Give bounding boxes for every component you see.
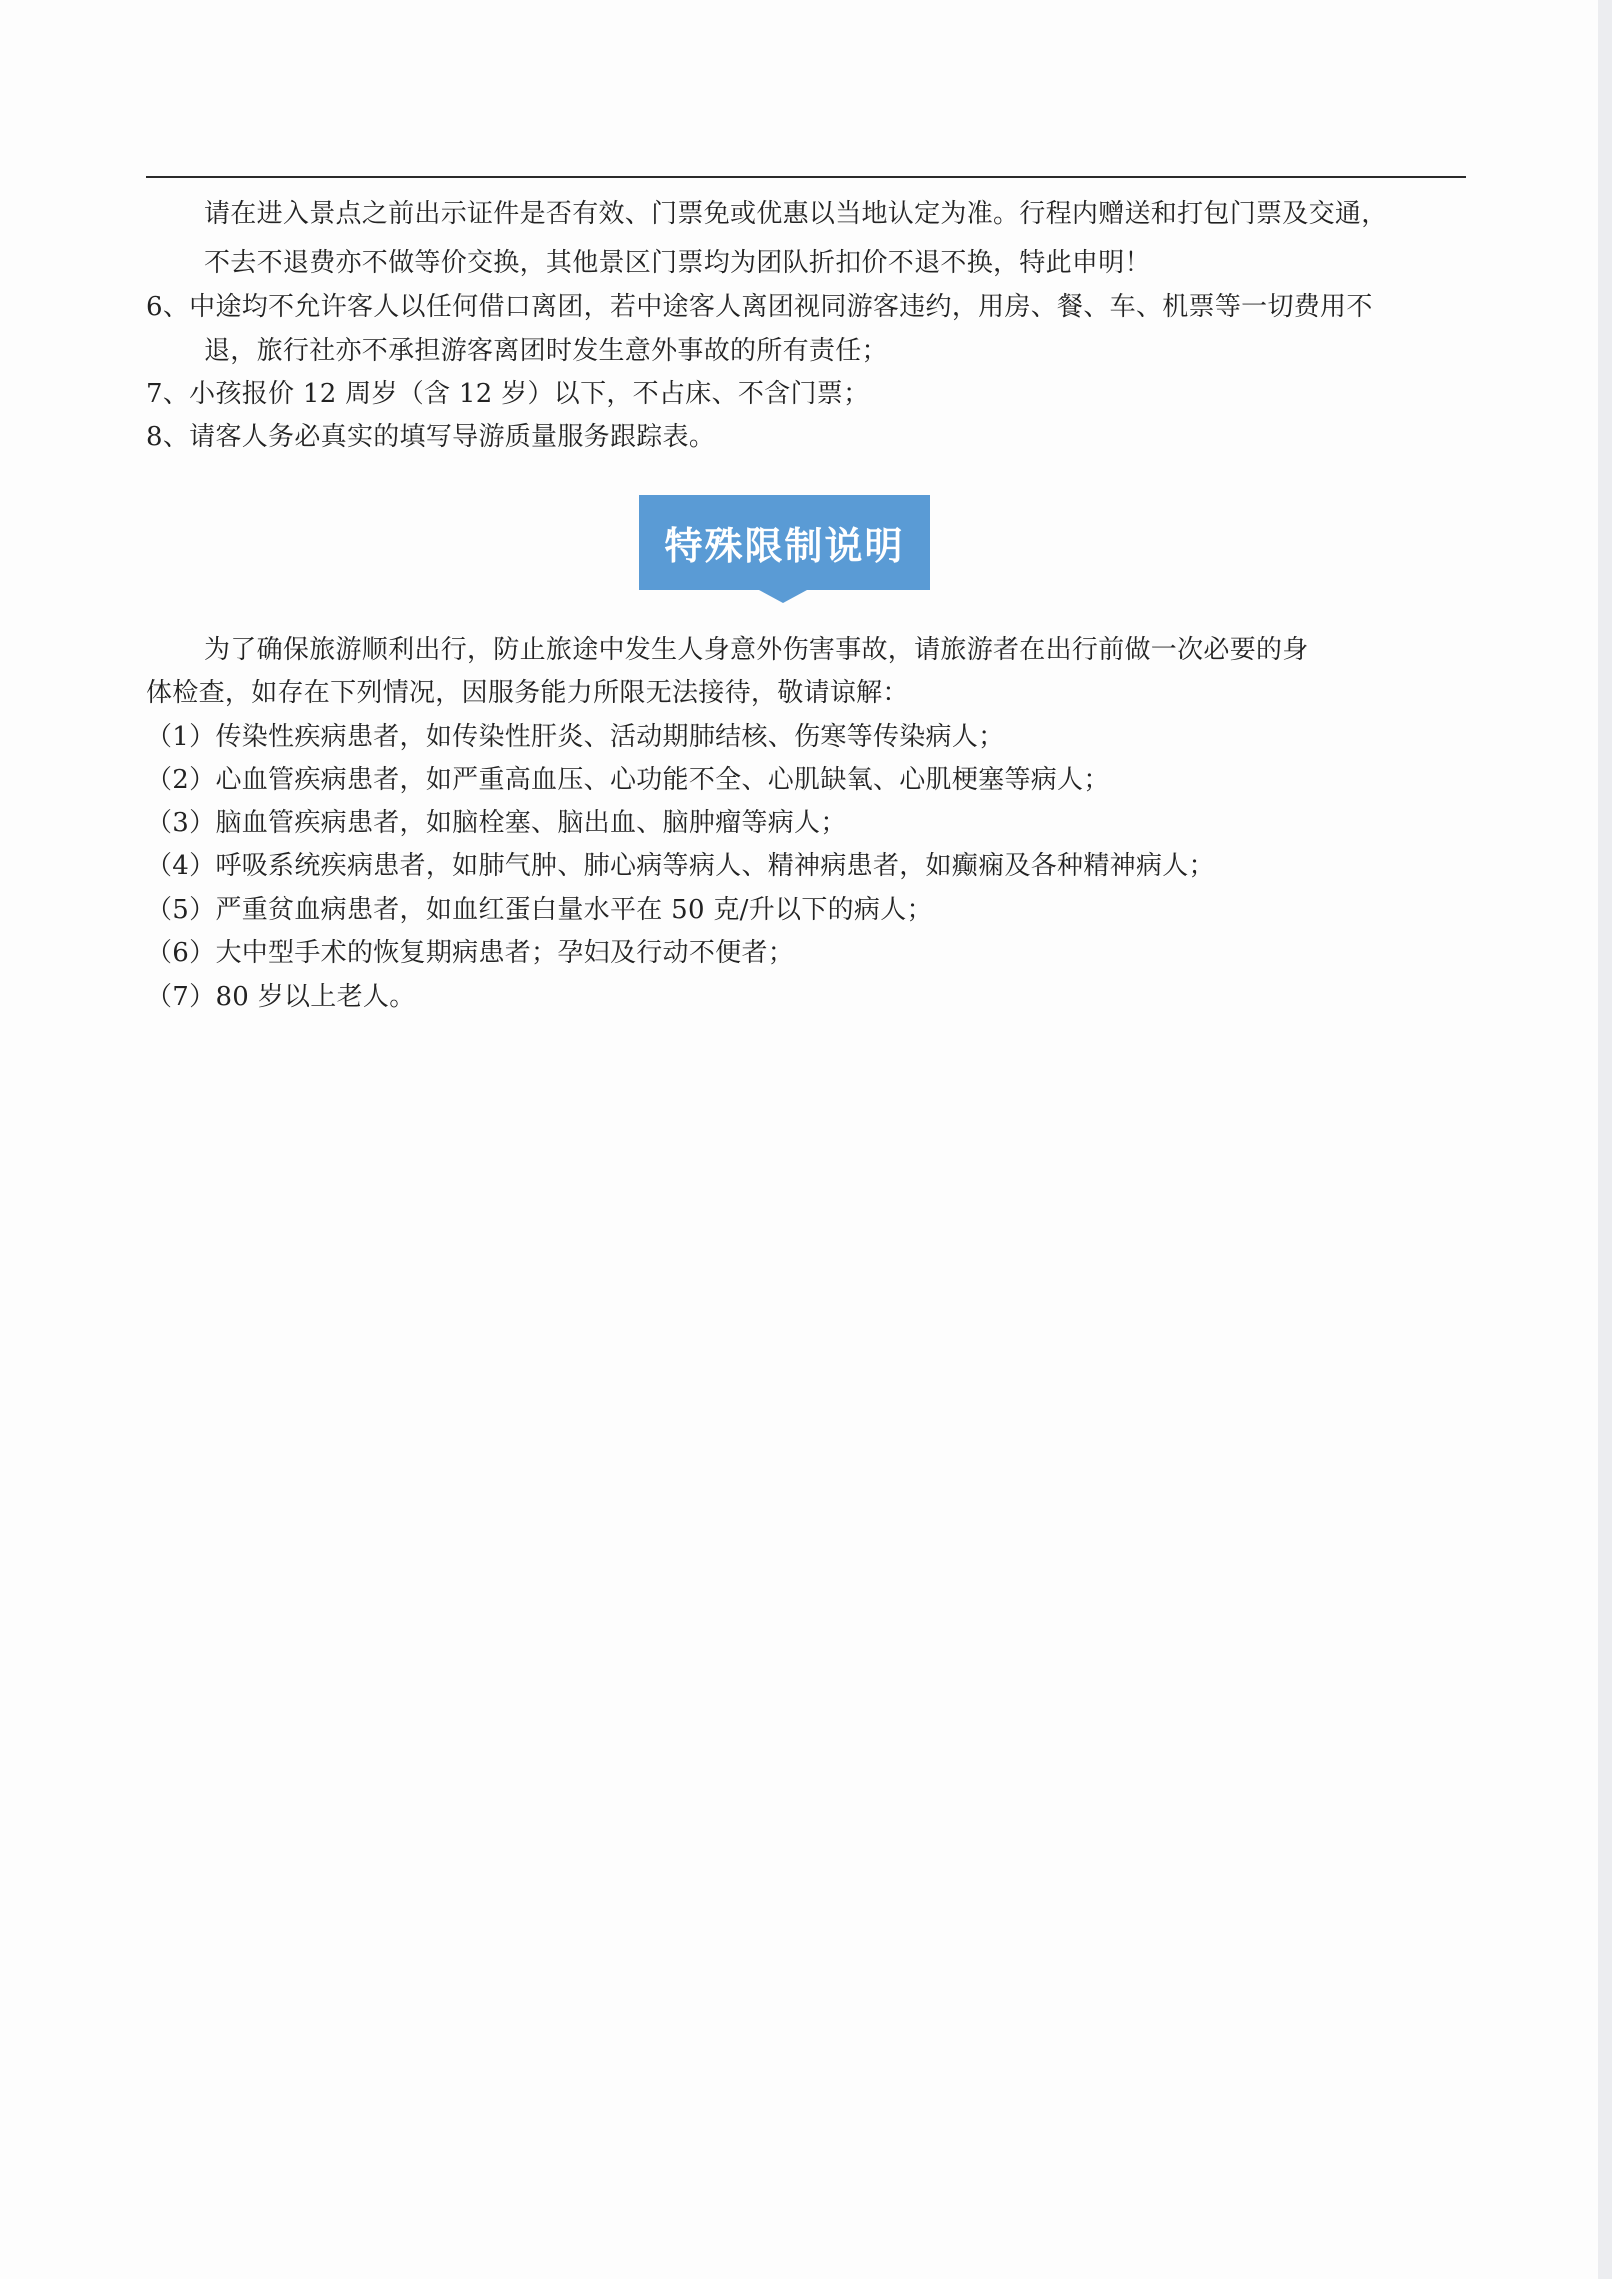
notice-item-7: 7、小孩报价 12 周岁（含 12 岁）以下，不占床、不含门票； [146, 379, 870, 409]
restriction-item-4: （4）呼吸系统疾病患者，如肺气肿、肺心病等病人、精神病患者，如癫痫及各种精神病人； [146, 851, 1215, 881]
notice-item-6-line-1: 6、中途均不允许客人以任何借口离团，若中途客人离团视同游客违约，用房、餐、车、机票等一切费用不 [146, 292, 1373, 322]
section-title-banner [639, 495, 930, 590]
notice-item-8: 8、请客人务必真实的填写导游质量服务跟踪表。 [146, 422, 716, 452]
restriction-item-3: （3）脑血管疾病患者，如脑栓塞、脑出血、脑肿瘤等病人； [146, 808, 847, 838]
page-edge-strip [1598, 0, 1612, 2279]
header-rule [146, 176, 1466, 178]
notice-continuation-line-1: 请在进入景点之前出示证件是否有效、门票免或优惠以当地认定为准。行程内赠送和打包门票及交通， [204, 199, 1388, 229]
restriction-item-7: （7）80 岁以上老人。 [146, 982, 416, 1012]
restriction-item-5: （5）严重贫血病患者，如血红蛋白量水平在 50 克/升以下的病人； [146, 895, 933, 925]
restriction-item-2: （2）心血管疾病患者，如严重高血压、心功能不全、心肌缺氧、心肌梗塞等病人； [146, 765, 1110, 795]
section-title-notch [759, 590, 807, 603]
section-title: 特殊限制说明 [664, 524, 905, 568]
section-intro-line-2: 体检查，如存在下列情况，因服务能力所限无法接待，敬请谅解： [146, 678, 909, 708]
notice-item-6-line-2: 退，旅行社亦不承担游客离团时发生意外事故的所有责任； [204, 336, 888, 366]
notice-continuation-line-2: 不去不退费亦不做等价交换，其他景区门票均为团队折扣价不退不换，特此申明！ [204, 248, 1151, 278]
restriction-item-6: （6）大中型手术的恢复期病患者；孕妇及行动不便者； [146, 938, 795, 968]
restriction-item-1: （1）传染性疾病患者，如传染性肝炎、活动期肺结核、伤寒等传染病人； [146, 722, 1005, 752]
section-intro-line-1: 为了确保旅游顺利出行，防止旅途中发生人身意外伤害事故，请旅游者在出行前做一次必要的身 [204, 635, 1309, 665]
